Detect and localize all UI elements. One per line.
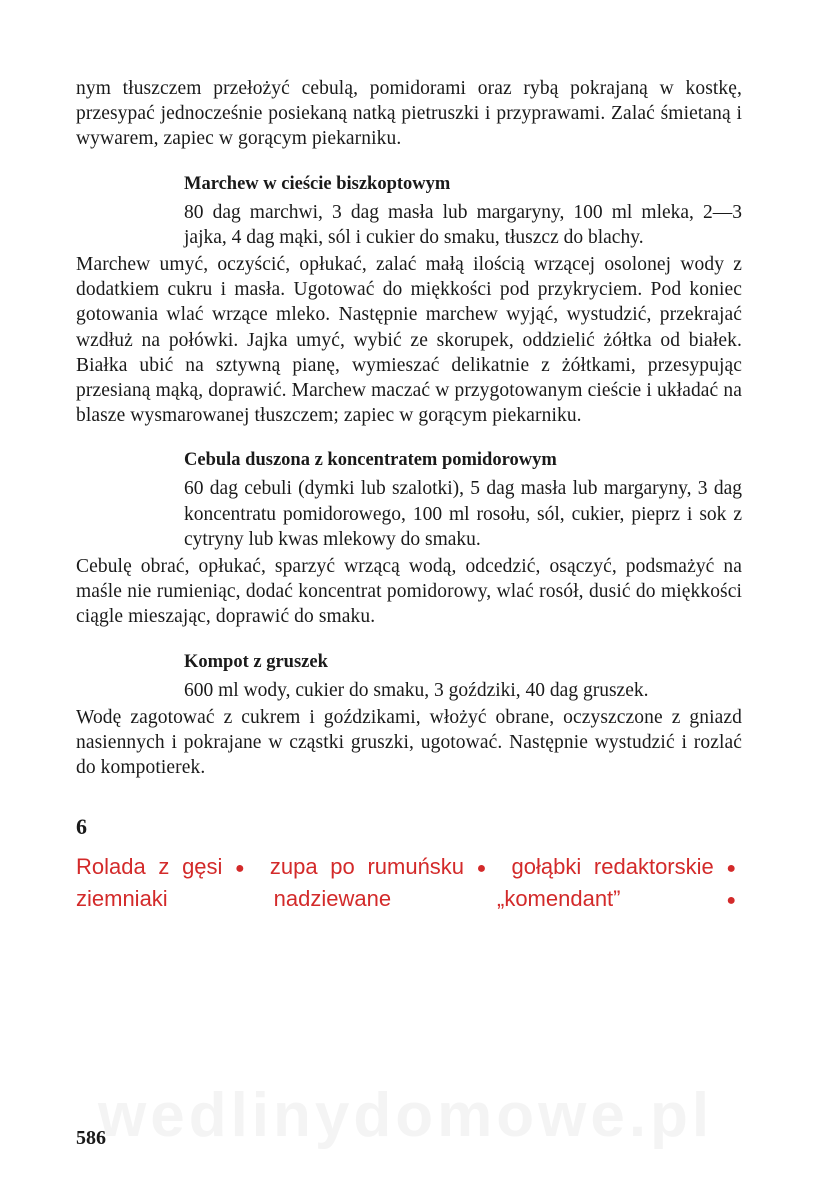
recipe-title: Cebula duszona z koncentratem pomidorowym	[184, 450, 557, 471]
recipe	[76, 448, 742, 629]
menu-item: Rolada z gęsi	[76, 854, 223, 880]
recipe-method: Marchew umyć, oczyścić, opłukać, zalać małą ilością wrzącej osolonej wody z dodatkiem cukru i masła. Ugotować do miękkości pod przykryciem. Pod koniec gotowania wlać wrzące mleko. Następnie marchew wyjąć, wystudzić, przekrajać wzdłuż na połówki. Jajka umyć, wybić ze skorupek, oddzielić żółtka od białek. Białka ubić na sztywną pianę, wymieszać delikatnie z żółtkami, przesypując przesianą mąką, doprawić. Marchew maczać w przygotowanym cieście i układać na blasze wysmarowanej tłuszczem; zapiec w gorącym piekarniku.	[76, 254, 742, 427]
bullet-icon: ●	[470, 860, 493, 878]
recipe	[76, 650, 742, 781]
chapter-menu	[76, 852, 742, 916]
recipe-title: Marchew w cieście biszkoptowym	[184, 173, 451, 194]
page-number: 586	[76, 1127, 106, 1149]
page-content	[76, 76, 742, 916]
recipe-ingredients: 600 ml wody, cukier do smaku, 3 goździki, 40 dag gruszek.	[184, 679, 649, 701]
chapter-number: 6	[76, 814, 87, 840]
recipe-ingredients: 60 dag cebuli (dymki lub szalotki), 5 dag masła lub margaryny, 3 dag koncentratu pomidorowego, 100 ml rosołu, sól, cukier, pieprz i sok z cytryny lub kwas mlekowy do smaku.	[184, 478, 742, 550]
bullet-icon: ●	[719, 860, 736, 878]
intro-paragraph: nym tłuszczem przełożyć cebulą, pomidorami oraz rybą pokrajaną w kostkę, przesypać jednocześnie posiekaną natką pietruszki i przyprawami. Zalać śmietaną i wywarem, zapiec w gorącym piekarniku.	[76, 78, 742, 150]
recipe-title: Kompot z gruszek	[184, 651, 328, 672]
bullet-icon: ●	[626, 892, 736, 910]
recipe-method: Wodę zagotować z cukrem i goździkami, włożyć obrane, oczyszczone z gniazd nasiennych i pokrajane w cząstki gruszki, ugotować. Następnie wystudzić i rozlać do kompotierek.	[76, 706, 742, 779]
recipe	[76, 172, 742, 429]
recipe-method: Cebulę obrać, opłukać, sparzyć wrzącą wodą, odcedzić, osączyć, podsmażyć na maśle nie rumieniąc, dodać koncentrat pomidorowy, wlać rosół, dusić do miękkości ciągle mieszając, doprawić do smaku.	[76, 556, 742, 628]
bullet-icon: ●	[228, 860, 252, 878]
menu-item: ziemniaki nadziewane „komendant”	[76, 886, 621, 912]
watermark: wedlinydomowe.pl	[98, 1081, 714, 1150]
menu-item: zupa po rumuńsku	[269, 854, 465, 880]
menu-item: gołąbki redaktorskie	[511, 854, 714, 880]
recipe-ingredients: 80 dag marchwi, 3 dag masła lub margaryny, 100 ml mleka, 2—3 jajka, 4 dag mąki, sól i cukier do smaku, tłuszcz do blachy.	[184, 201, 742, 248]
